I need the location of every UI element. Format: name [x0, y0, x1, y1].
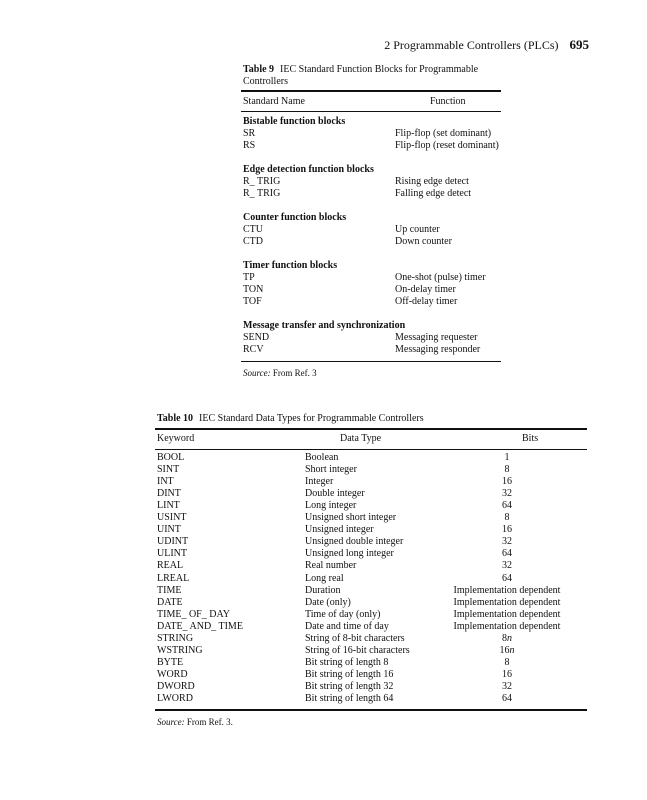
table10-datatype: Short integer [305, 464, 357, 476]
table9-row-name: R_ TRIG [243, 176, 281, 187]
table9-header-rule [241, 111, 501, 112]
table9-row-name: R_ TRIG [243, 188, 281, 199]
table10-datatype: Unsigned long integer [305, 548, 394, 560]
table10-row [157, 633, 587, 645]
table10-keyword: DATE [157, 596, 183, 608]
table10-keyword: LREAL [157, 572, 190, 584]
table9-row-function: Off-delay timer [395, 296, 458, 307]
table10-row [157, 500, 587, 512]
table9-label: Table 9 [243, 64, 275, 75]
table9-group-heading: Edge detection function blocks [243, 164, 374, 175]
table10-datatype: Unsigned short integer [305, 512, 397, 524]
table10-datatype: String of 8-bit characters [305, 632, 405, 644]
table10-title: IEC Standard Data Types for Programmable Controllers [199, 413, 424, 424]
table10-keyword: DATE_ AND_ TIME [157, 620, 243, 632]
table10-col-datatype: Data Type [340, 433, 382, 444]
table10-bits: 64 [502, 500, 512, 512]
table10-bits: 32 [502, 560, 512, 572]
table9-source-label: Source: [243, 368, 271, 378]
table10-row [157, 693, 587, 705]
table9-group-heading: Message transfer and synchronization [243, 320, 406, 331]
table10-keyword: DINT [157, 488, 181, 500]
table10-datatype: Long integer [305, 500, 357, 512]
table9-top-rule [241, 90, 501, 92]
table10-row [157, 669, 587, 681]
table10-bottom-rule [155, 709, 587, 711]
table10-keyword: BYTE [157, 656, 184, 668]
table10-row [157, 657, 587, 669]
table10-datatype: String of 16-bit characters [305, 644, 410, 656]
table10-keyword: LINT [157, 500, 180, 512]
table10-datatype: Boolean [305, 452, 339, 463]
table9-group-heading: Counter function blocks [243, 212, 347, 223]
table10-top-rule [155, 428, 587, 430]
table10-datatype: Bit string of length 8 [305, 656, 389, 668]
table9-row-name: TON [243, 284, 264, 295]
table9-row-function: Down counter [395, 236, 452, 247]
table10-row [157, 548, 587, 560]
table10-keyword: LWORD [157, 693, 193, 704]
table10-keyword: STRING [157, 632, 194, 644]
table10-row [157, 681, 587, 693]
table9-source-text: From Ref. 3 [272, 368, 317, 378]
table10-bits: 16 [502, 476, 512, 488]
table10-bits: 8n [502, 632, 512, 644]
table9-row-function: One-shot (pulse) timer [395, 272, 486, 283]
table10-datatype: Bit string of length 32 [305, 680, 394, 692]
table9-row-name: CTD [243, 236, 263, 247]
table9-row-name: SEND [243, 332, 270, 343]
table10-datatype: Bit string of length 64 [305, 693, 394, 704]
table9-col-name: Standard Name [243, 96, 305, 107]
table10-row [157, 621, 587, 633]
table10-header-rule [155, 449, 587, 450]
table10-datatype: Date and time of day [305, 620, 389, 632]
table10-keyword: USINT [157, 512, 187, 524]
table10-keyword: WORD [157, 668, 188, 680]
table10-keyword: UDINT [157, 536, 189, 548]
table10-bits: 16 [502, 668, 512, 680]
table10-keyword: TIME_ OF_ DAY [157, 608, 230, 620]
table10-bits: 32 [502, 488, 512, 500]
table10-bits: 64 [502, 548, 512, 560]
table9-row-name: TP [243, 272, 255, 283]
table10-row [157, 476, 587, 488]
table10-bits: 16n [499, 644, 515, 656]
table9-title: IEC Standard Function Blocks for Programmable Controllers [243, 64, 479, 87]
table10-keyword: INT [157, 476, 174, 488]
table10-row [157, 512, 587, 524]
table10-bits: 32 [502, 536, 512, 548]
table10-row [157, 597, 587, 609]
table10-source [157, 716, 233, 728]
table10-keyword: REAL [157, 560, 184, 572]
table10-datatype: Long real [305, 572, 344, 584]
table10-caption [157, 413, 587, 425]
table10-datatype: Unsigned double integer [305, 536, 404, 548]
table10-datatype: Unsigned integer [305, 524, 374, 536]
table10-keyword: TIME [157, 584, 182, 596]
table10-bits: Implementation dependent [453, 608, 561, 620]
table9-row-function: Messaging responder [395, 344, 481, 355]
table9-row-name: SR [243, 128, 256, 139]
table10-datatype: Real number [305, 560, 357, 572]
table10-bits: 8 [504, 512, 510, 524]
table10-bits: 32 [502, 680, 512, 692]
table10-source-label: Source: [157, 717, 185, 727]
table10-bits: 8 [504, 464, 510, 476]
table9-row-function: Falling edge detect [395, 188, 472, 199]
table10-keyword: DWORD [157, 680, 195, 692]
table10-datatype: Time of day (only) [305, 608, 381, 620]
table9-caption [243, 64, 503, 88]
table9-source [243, 367, 317, 379]
table10-row [157, 573, 587, 585]
table10-datatype: Date (only) [305, 596, 351, 608]
table10-bits: Implementation dependent [453, 596, 561, 608]
table10-bits: Implementation dependent [453, 584, 561, 596]
table10-row [157, 585, 587, 597]
table10-bits: 64 [502, 693, 512, 704]
running-title: 2 Programmable Controllers (PLCs) [384, 38, 559, 52]
table9-col-function: Function [430, 96, 466, 107]
table10-bits: 16 [502, 524, 512, 536]
table9-row-function: Rising edge detect [395, 176, 469, 187]
table10-source-text: From Ref. 3. [186, 717, 233, 727]
table9-row-function: Up counter [395, 224, 440, 235]
table9-row-function: Flip-flop (set dominant) [395, 128, 492, 139]
table10-datatype: Duration [305, 584, 341, 596]
table10-col-bits: Bits [522, 433, 539, 444]
table9-row-name: RCV [243, 344, 264, 355]
table10-row [157, 609, 587, 621]
table9-row-function: Messaging requester [395, 332, 478, 343]
table10-keyword: ULINT [157, 548, 187, 560]
table9-bottom-rule [241, 361, 501, 362]
table10-datatype: Bit string of length 16 [305, 668, 394, 680]
table9-row-name: TOF [243, 296, 262, 307]
table10-bits: 64 [502, 572, 512, 584]
table10-datatype: Double integer [305, 488, 365, 500]
table10-row [157, 645, 587, 657]
table9-row-function: On-delay timer [395, 284, 456, 295]
table10-row [157, 488, 587, 500]
table9-group-heading: Bistable function blocks [243, 116, 346, 127]
table10-datatype: Integer [305, 476, 334, 488]
table10-row [157, 452, 587, 464]
table10-keyword: WSTRING [157, 644, 203, 656]
table10-keyword: UINT [157, 524, 181, 536]
table9-row-name: RS [243, 140, 256, 151]
table10-row [157, 464, 587, 476]
running-header [384, 37, 589, 53]
table9-group-heading: Timer function blocks [243, 260, 338, 271]
table10-label: Table 10 [157, 413, 194, 424]
table9-row-function: Flip-flop (reset dominant) [395, 140, 499, 151]
table10-keyword: BOOL [157, 452, 185, 463]
table10-col-keyword: Keyword [157, 433, 195, 444]
table10-row [157, 524, 587, 536]
table10-bits: 1 [504, 452, 510, 463]
table10-bits: Implementation dependent [453, 620, 561, 632]
page-number: 695 [569, 37, 589, 52]
table10-bits: 8 [504, 656, 510, 668]
table9-row-name: CTU [243, 224, 263, 235]
table10-row [157, 560, 587, 572]
table10-row [157, 536, 587, 548]
table10-keyword: SINT [157, 464, 180, 476]
